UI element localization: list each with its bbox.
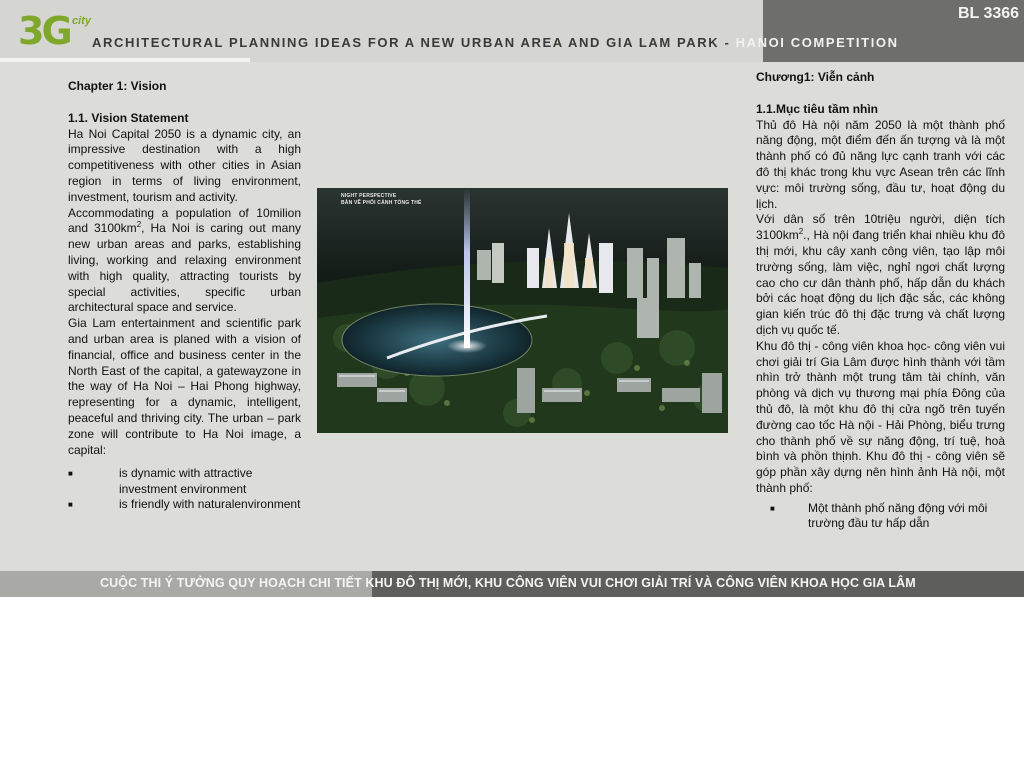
bullet-square-icon: ■ bbox=[770, 503, 775, 513]
bullet-item-en-1: ■ is dynamic with attractive investment environment bbox=[68, 466, 253, 496]
section-heading-en: 1.1. Vision Statement bbox=[68, 110, 189, 125]
paragraph-en-1: Ha Noi Capital 2050 is a dynamic city, an impressive destination with a high competitiveness with other cities in Asian region in terms of living environment, investment, tourism and activity. bbox=[68, 126, 301, 204]
paragraph-en-3: Gia Lam entertainment and scientific park and urban area is planed with a vision of financial, office and business center in the North East of the capital, a gatewayzone in the way of Ha Noi – Hai Phong highway, representing for a dynamic, intelligent, peaceful and thriving city. The urban – park zone will contribute to Ha Noi image, a capital: bbox=[68, 316, 301, 457]
rendering-caption: NIGHT PERSPECTIVE BẢN VẼ PHỐI CẢNH TỔNG THỂ bbox=[341, 193, 422, 206]
bullet-item-en-2: ■ is friendly with naturalenvironment bbox=[68, 497, 301, 512]
board-code: BL 3366 bbox=[958, 5, 1020, 22]
paragraph-en-2: Accommodating a population of 10milion and $3100km^2$, Ha Noi is caring out many new urban areas and parks, establishing living, working and relaxing environment with high quality, attracting tourists by special activities, specific urban architectural space and service. bbox=[68, 205, 302, 315]
paragraph-vi-1: Thủ đô Hà nội năm 2050 là một thành phố năng động, một điểm đến ấn tượng và là một thành phố có đủ năng lực cạnh tranh với các đô thị khác trong khu vực Asean trên các lĩnh vực: môi trường sống, đầu tư, hoạt động du lịch. bbox=[756, 117, 1005, 211]
bullet-list-en bbox=[68, 466, 301, 513]
bullet-square-icon: ■ bbox=[68, 500, 73, 510]
header-title bbox=[92, 35, 952, 50]
footer-title: CUỘC THI Ý TƯỞNG QUY HOẠCH CHI TIẾT KHU ĐÔ THỊ MỚI, KHU CÔNG VIÊN VUI CHƠI GIẢI TRÍ VÀ CÔNG VIÊN KHOA HỌC GIA LÂM bbox=[100, 576, 916, 590]
paragraph-vi-2: Với dân số trên 10triệu người, diện tích $3100km^2$., Hà nội đang triển khai nhiều khu đô thị mới, khu cây xanh công viên, tạo lập môi trường sống, làm việc, nghỉ ngơi chất lượng cao cho cư dân thành phố, hấp dẫn du khách bởi các hoạt động du lịch đặc sắc, các không gian kiến trúc đô thị đặc trưng và chất lượng dịch vụ quốc tế. bbox=[756, 212, 1005, 337]
logo-3g-city bbox=[18, 9, 96, 55]
english-text-column bbox=[68, 79, 301, 513]
bullet-list-vi bbox=[756, 501, 1005, 532]
paragraph-vi-3: Khu đô thị - công viên khoa học- công viên vui chơi giải trí Gia Lâm được hình thành với tầm nhìn trở thành một trung tâm tài chính, văn phòng và dịch vụ thương mại phía Đông của thủ đô, là một khu đô thị cửa ngõ trên tuyến đường cao tốc Hà nội - Hải Phòng, biểu trưng cho thành phố về sự năng động, trí tuệ, hoà bình và phồn thịnh. Khu đô thị - công viên sẽ góp phần xây dựng nên hình ảnh Hà nội, một thành phố: bbox=[756, 338, 1005, 495]
bullet-square-icon: ■ bbox=[68, 469, 73, 479]
vietnamese-text-column bbox=[756, 70, 1005, 532]
header-bar bbox=[0, 0, 1024, 62]
logo-text: 3G bbox=[18, 9, 70, 53]
bullet-item-vi-1: ■ Một thành phố năng động với môi trường đầu tư hấp dẫn bbox=[770, 500, 988, 531]
header-title-highlight: HANOI COMPETITION bbox=[735, 35, 899, 50]
logo-subtext: city bbox=[72, 15, 91, 27]
header-title-main: ARCHITECTURAL PLANNING IDEAS FOR A NEW URBAN AREA AND GIA LAM PARK - bbox=[92, 35, 736, 50]
section-heading-vi: 1.1.Mục tiêu tầm nhìn bbox=[756, 101, 879, 116]
footer-bar bbox=[0, 571, 1024, 597]
chapter-heading-vi: Chương1: Viễn cảnh bbox=[756, 70, 875, 84]
night-perspective-rendering bbox=[317, 188, 728, 433]
header-stripe bbox=[0, 58, 250, 62]
chapter-heading-en: Chapter 1: Vision bbox=[68, 79, 167, 93]
